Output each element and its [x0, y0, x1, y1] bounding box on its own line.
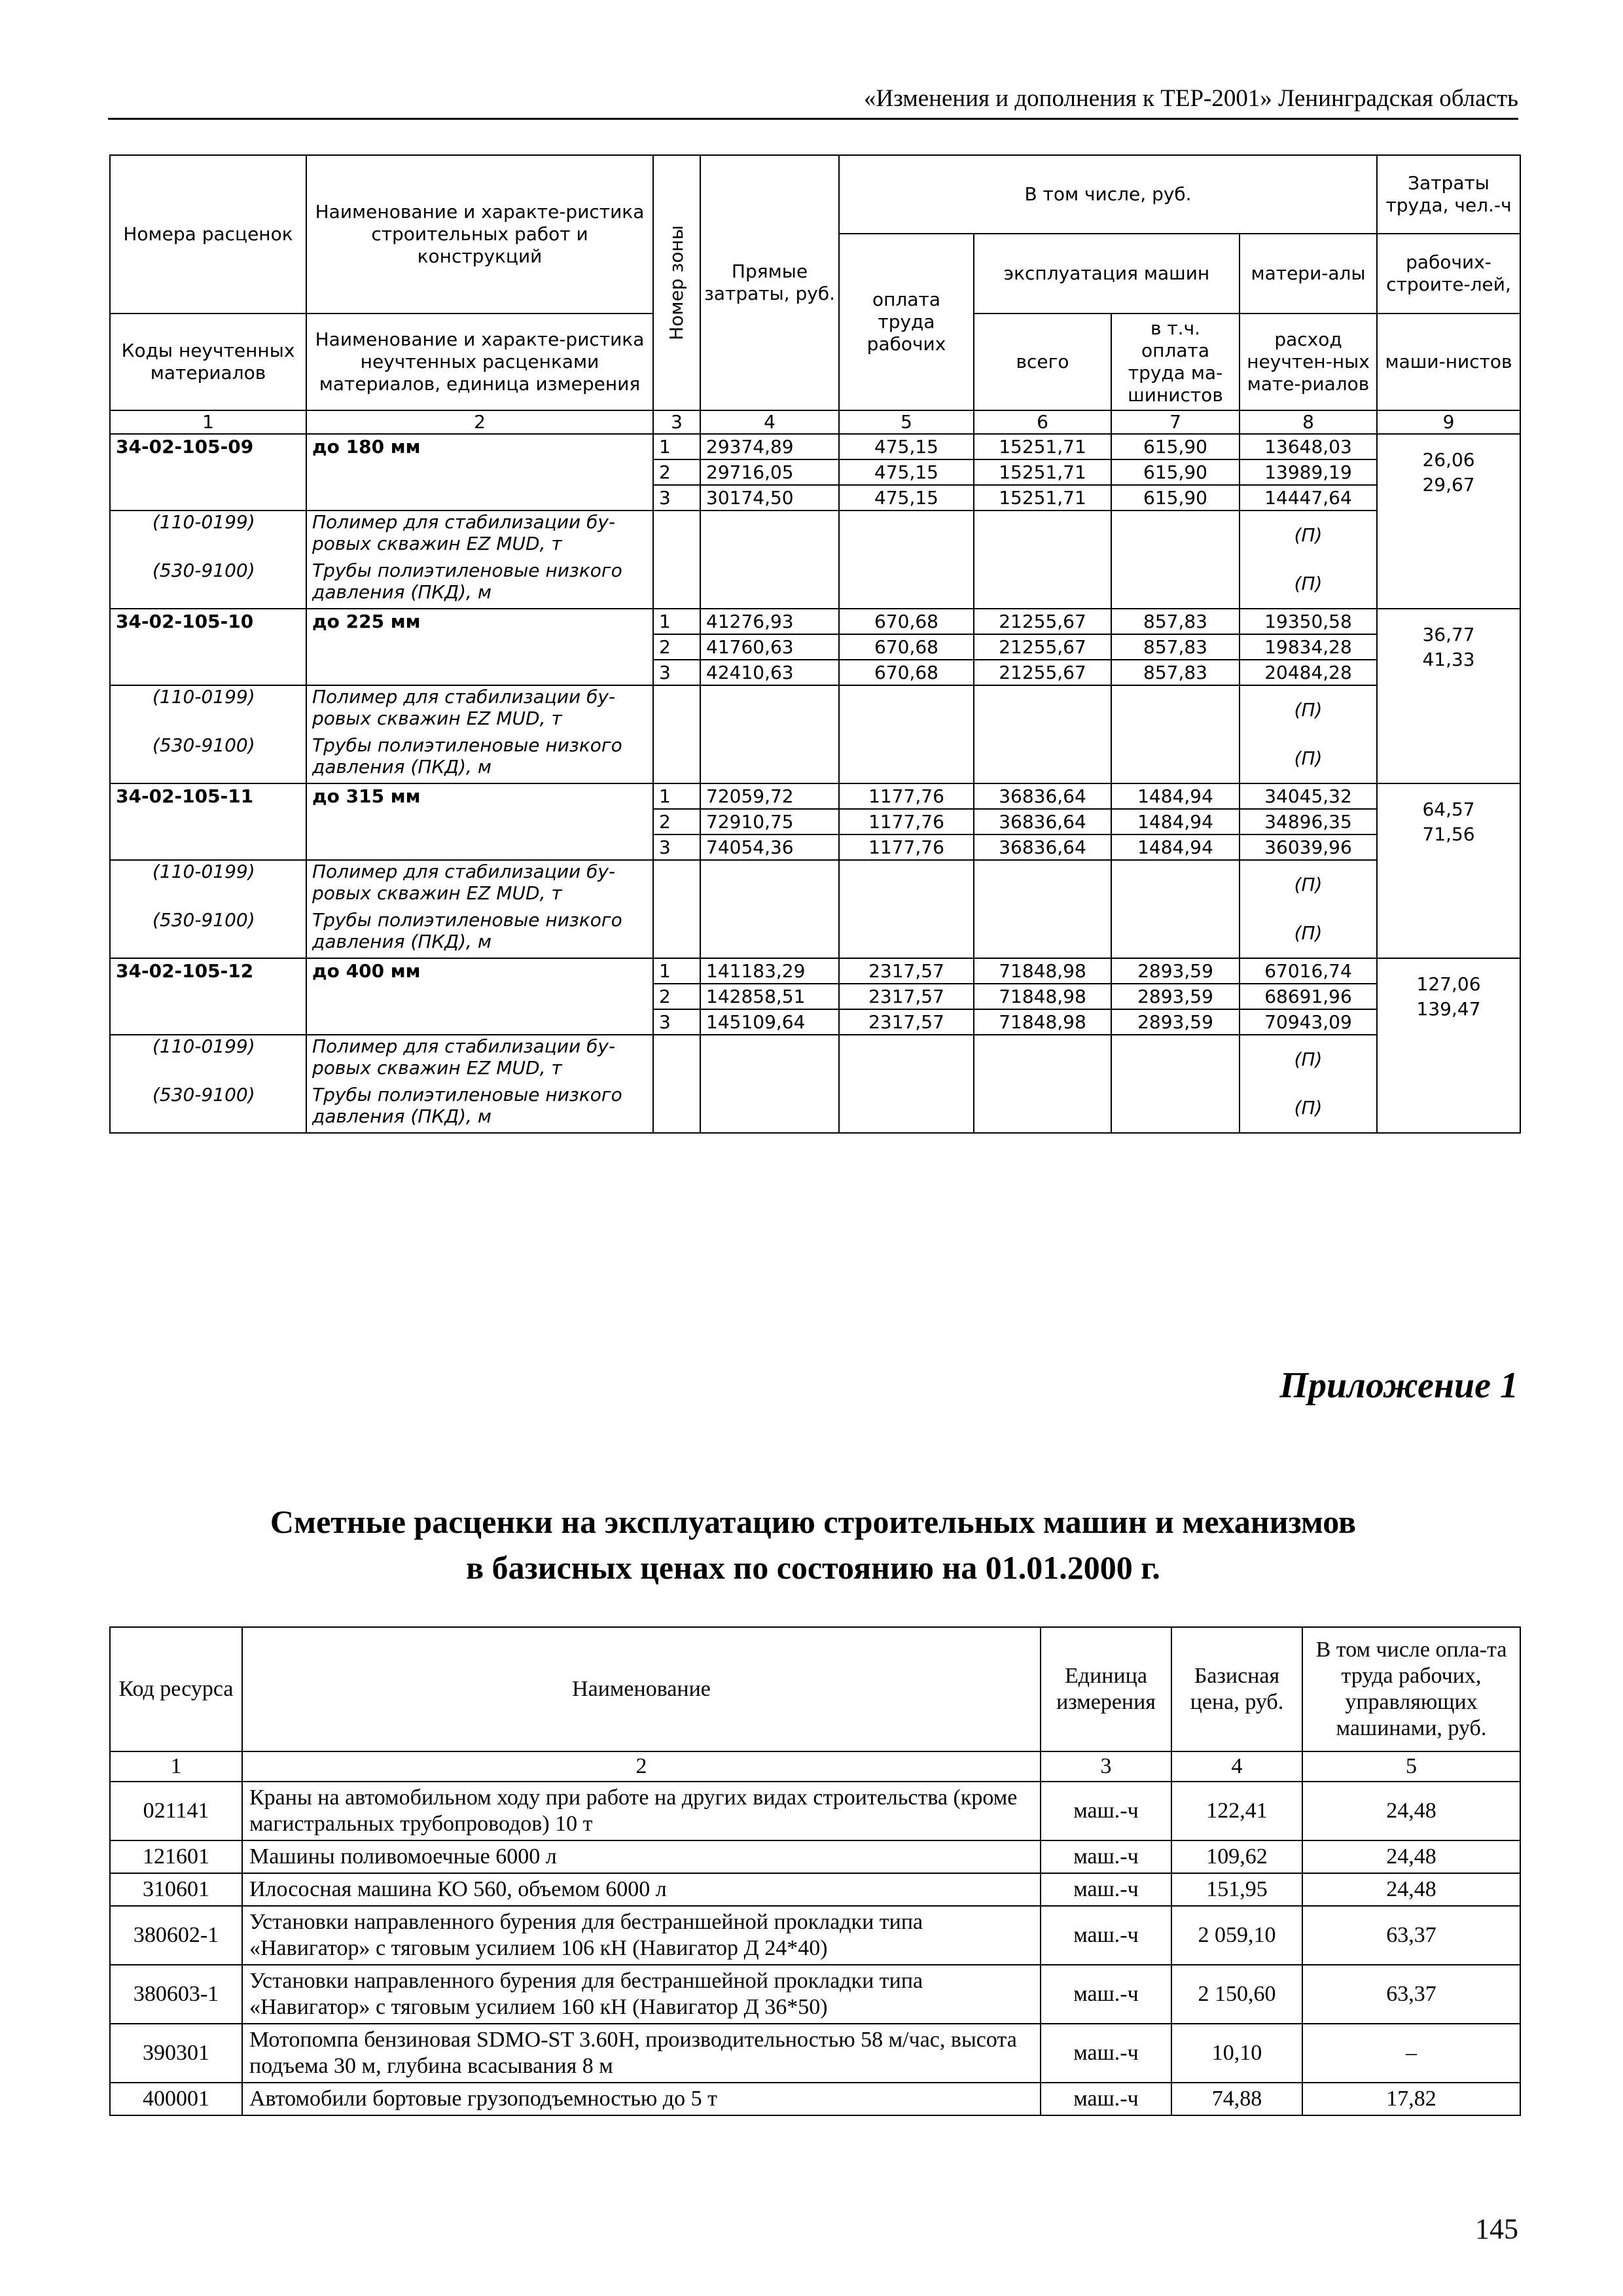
resource-code: 380602-1: [110, 1906, 242, 1965]
machine-labor: 2893,59: [1111, 958, 1240, 984]
machine-labor-empty: [1111, 511, 1240, 609]
header-unit: Единица измерения: [1041, 1627, 1171, 1751]
material-usage: (П): [1294, 1049, 1323, 1070]
machine-labor: 615,90: [1111, 459, 1240, 485]
labor-machinists: 139,47: [1416, 998, 1481, 1020]
unit: маш.-ч: [1041, 1965, 1171, 2024]
column-number: 5: [839, 410, 974, 434]
zone-empty: [653, 511, 700, 609]
base-price: 74,88: [1171, 2083, 1302, 2115]
resource-code: 400001: [110, 2083, 242, 2115]
machine-empty: [974, 1035, 1111, 1133]
machine-total: 15251,71: [974, 485, 1111, 511]
machine-row: [110, 1782, 1520, 1840]
column-numbers-row: [110, 1751, 1520, 1782]
material-usage: (П): [1294, 1097, 1323, 1119]
material-name: Трубы полиэтиленовые низкого давления (ПКД), м: [312, 909, 622, 952]
materials-cost: 36039,96: [1240, 834, 1377, 860]
materials-cost: 34045,32: [1240, 783, 1377, 809]
column-number: 5: [1302, 1751, 1520, 1782]
rates-table: [109, 154, 1521, 1134]
machine-name: Илососная машина КО 560, объемом 6000 л: [242, 1873, 1041, 1906]
material-usage: (П): [1294, 922, 1323, 944]
machine-empty: [974, 511, 1111, 609]
material-name: Трубы полиэтиленовые низкого давления (ПКД), м: [312, 734, 622, 778]
direct-empty: [700, 1035, 839, 1133]
base-price: 151,95: [1171, 1873, 1302, 1906]
labor-workers: 26,06: [1422, 449, 1475, 471]
materials-row: [110, 860, 1520, 958]
header-machine-labor: в т.ч. оплата труда ма-шинистов: [1111, 314, 1240, 410]
direct-costs: 30174,50: [700, 485, 839, 511]
machine-total: 15251,71: [974, 434, 1111, 459]
column-number: 6: [974, 410, 1111, 434]
direct-empty: [700, 685, 839, 783]
direct-costs: 41276,93: [700, 609, 839, 634]
machines-table: [109, 1626, 1521, 2116]
column-number: 3: [1041, 1751, 1171, 1782]
materials-cost: 19834,28: [1240, 634, 1377, 660]
zone-number: 3: [653, 485, 700, 511]
material-name: Полимер для стабилизации бу-ровых скважин EZ MUD, т: [312, 511, 616, 554]
header-zone: Номер зоны: [653, 155, 700, 410]
material-usage-cell: [1240, 511, 1377, 609]
main-title: [108, 1499, 1518, 1590]
machine-total: 71848,98: [974, 958, 1111, 984]
machine-labor: 2893,59: [1111, 1009, 1240, 1035]
zone-number: 3: [653, 834, 700, 860]
labor-machinists: 41,33: [1422, 649, 1475, 670]
machine-name: Автомобили бортовые грузоподъемностью до 5 т: [242, 2083, 1041, 2115]
labor-costs-cell: [1377, 958, 1520, 1133]
material-code: (110-0199): [152, 1035, 255, 1057]
resource-code: 310601: [110, 1873, 242, 1906]
column-number: 1: [110, 1751, 242, 1782]
labor-price: 17,82: [1302, 2083, 1520, 2115]
machine-total: 71848,98: [974, 984, 1111, 1009]
column-number: 4: [700, 410, 839, 434]
direct-costs: 145109,64: [700, 1009, 839, 1035]
header-labor: В том числе опла-та труда рабочих, управляющих машинами, руб.: [1302, 1627, 1520, 1751]
rate-code: 34-02-105-11: [110, 783, 306, 860]
resource-code: 390301: [110, 2024, 242, 2083]
machine-total: 36836,64: [974, 834, 1111, 860]
machine-row: [110, 1840, 1520, 1873]
direct-costs: 142858,51: [700, 984, 839, 1009]
labor-pay: 2317,57: [839, 984, 974, 1009]
appendix-title: Приложение 1: [1279, 1365, 1518, 1406]
rate-name: до 225 мм: [306, 609, 653, 685]
machine-empty: [974, 685, 1111, 783]
material-codes-cell: [110, 685, 306, 783]
material-usage-cell: [1240, 860, 1377, 958]
header-name-works: Наименование и характе-ристика строительных работ и конструкций: [306, 155, 653, 314]
machine-labor: 1484,94: [1111, 783, 1240, 809]
base-price: 2 150,60: [1171, 1965, 1302, 2024]
labor-pay: 670,68: [839, 660, 974, 685]
materials-cost: 20484,28: [1240, 660, 1377, 685]
materials-cost: 14447,64: [1240, 485, 1377, 511]
labor-pay: 2317,57: [839, 958, 974, 984]
material-code: (110-0199): [152, 686, 255, 708]
machine-total: 36836,64: [974, 809, 1111, 834]
unit: маш.-ч: [1041, 1840, 1171, 1873]
labor-workers: 36,77: [1422, 624, 1475, 645]
machine-labor: 857,83: [1111, 609, 1240, 634]
labor-workers: 127,06: [1416, 973, 1481, 995]
column-number: 7: [1111, 410, 1240, 434]
header-labor-pay: оплата труда рабочих: [839, 234, 974, 410]
machine-row: [110, 1873, 1520, 1906]
zone-number: 1: [653, 609, 700, 634]
header-material-codes: Коды неучтенных материалов: [110, 314, 306, 410]
material-usage: (П): [1294, 874, 1323, 895]
labor-machinists: 71,56: [1422, 823, 1475, 845]
labor-empty: [839, 1035, 974, 1133]
rate-name: до 315 мм: [306, 783, 653, 860]
column-number: 8: [1240, 410, 1377, 434]
machine-name: Краны на автомобильном ходу при работе на других видах строительства (кроме магистральных трубопроводов) 10 т: [242, 1782, 1041, 1840]
direct-costs: 41760,63: [700, 634, 839, 660]
unit: маш.-ч: [1041, 2083, 1171, 2115]
machine-labor: 615,90: [1111, 434, 1240, 459]
header-labor-costs: Затраты труда, чел.-ч: [1377, 155, 1520, 234]
direct-costs: 29716,05: [700, 459, 839, 485]
column-number: 2: [242, 1751, 1041, 1782]
header-direct-costs: Прямые затраты, руб.: [700, 155, 839, 410]
materials-cost: 19350,58: [1240, 609, 1377, 634]
materials-row: [110, 1035, 1520, 1133]
header-price: Базисная цена, руб.: [1171, 1627, 1302, 1751]
materials-cost: 13989,19: [1240, 459, 1377, 485]
zone-number: 1: [653, 434, 700, 459]
labor-pay: 475,15: [839, 434, 974, 459]
unit: маш.-ч: [1041, 1873, 1171, 1906]
machine-labor: 1484,94: [1111, 809, 1240, 834]
zone-empty: [653, 860, 700, 958]
machine-name: Установки направленного бурения для бестраншейной прокладки типа «Навигатор» с тяговым усилием 106 кН (Навигатор Д 24*40): [242, 1906, 1041, 1965]
direct-empty: [700, 511, 839, 609]
direct-costs: 72059,72: [700, 783, 839, 809]
rate-row: [110, 609, 1520, 634]
material-name: Полимер для стабилизации бу-ровых скважин EZ MUD, т: [312, 686, 616, 729]
machine-empty: [974, 860, 1111, 958]
rate-name: до 400 мм: [306, 958, 653, 1035]
column-number: 2: [306, 410, 653, 434]
labor-price: 63,37: [1302, 1906, 1520, 1965]
header-materials: матери-алы: [1240, 234, 1377, 314]
header-code: Код ресурса: [110, 1627, 242, 1751]
zone-number: 1: [653, 783, 700, 809]
material-names-cell: [306, 685, 653, 783]
labor-costs-cell: [1377, 434, 1520, 609]
column-numbers-row: [110, 410, 1520, 434]
machine-labor-empty: [1111, 685, 1240, 783]
material-name: Трубы полиэтиленовые низкого давления (ПКД), м: [312, 1084, 622, 1127]
header-including: В том числе, руб.: [839, 155, 1377, 234]
zone-number: 2: [653, 459, 700, 485]
labor-pay: 475,15: [839, 459, 974, 485]
labor-empty: [839, 685, 974, 783]
resource-code: 121601: [110, 1840, 242, 1873]
materials-cost: 13648,03: [1240, 434, 1377, 459]
rate-code: 34-02-105-09: [110, 434, 306, 511]
material-name: Полимер для стабилизации бу-ровых скважин EZ MUD, т: [312, 1035, 616, 1079]
zone-number: 2: [653, 634, 700, 660]
unit: маш.-ч: [1041, 1906, 1171, 1965]
machine-name: Машины поливомоечные 6000 л: [242, 1840, 1041, 1873]
material-code: (530-9100): [152, 734, 255, 756]
material-code: (530-9100): [152, 560, 255, 581]
column-number: 1: [110, 410, 306, 434]
machine-labor: 857,83: [1111, 634, 1240, 660]
header-rate-numbers: Номера расценок: [110, 155, 306, 314]
unit: маш.-ч: [1041, 1782, 1171, 1840]
direct-costs: 72910,75: [700, 809, 839, 834]
machine-labor: 1484,94: [1111, 834, 1240, 860]
labor-price: 24,48: [1302, 1873, 1520, 1906]
rate-row: [110, 958, 1520, 984]
labor-price: 24,48: [1302, 1782, 1520, 1840]
base-price: 10,10: [1171, 2024, 1302, 2083]
column-number: 4: [1171, 1751, 1302, 1782]
material-code: (530-9100): [152, 909, 255, 931]
materials-cost: 34896,35: [1240, 809, 1377, 834]
material-code: (110-0199): [152, 861, 255, 882]
rate-code: 34-02-105-12: [110, 958, 306, 1035]
labor-price: –: [1302, 2024, 1520, 2083]
material-codes-cell: [110, 511, 306, 609]
material-usage-cell: [1240, 1035, 1377, 1133]
main-title-line: Сметные расценки на эксплуатацию строительных машин и механизмов: [270, 1503, 1357, 1540]
zone-number: 2: [653, 984, 700, 1009]
machine-total: 21255,67: [974, 609, 1111, 634]
base-price: 2 059,10: [1171, 1906, 1302, 1965]
machine-row: [110, 2024, 1520, 2083]
labor-pay: 1177,76: [839, 834, 974, 860]
material-usage: (П): [1294, 573, 1323, 594]
zone-number: 3: [653, 1009, 700, 1035]
zone-number: 1: [653, 958, 700, 984]
material-name: Трубы полиэтиленовые низкого давления (ПКД), м: [312, 560, 622, 603]
labor-costs-cell: [1377, 609, 1520, 783]
machine-labor: 857,83: [1111, 660, 1240, 685]
main-title-line: в базисных ценах по состоянию на 01.01.2000 г.: [466, 1549, 1160, 1586]
material-code: (530-9100): [152, 1084, 255, 1105]
materials-row: [110, 511, 1520, 609]
column-number: 3: [653, 410, 700, 434]
machine-labor-empty: [1111, 1035, 1240, 1133]
rate-row: [110, 783, 1520, 809]
rate-code: 34-02-105-10: [110, 609, 306, 685]
machine-total: 21255,67: [974, 634, 1111, 660]
machine-labor: 2893,59: [1111, 984, 1240, 1009]
page-number: 145: [1475, 2213, 1518, 2245]
material-codes-cell: [110, 860, 306, 958]
material-usage-cell: [1240, 685, 1377, 783]
material-usage: (П): [1294, 747, 1323, 769]
material-codes-cell: [110, 1035, 306, 1133]
header-labor-machinists: маши-нистов: [1377, 314, 1520, 410]
machine-name: Установки направленного бурения для бестраншейной прокладки типа «Навигатор» с тяговым усилием 160 кН (Навигатор Д 36*50): [242, 1965, 1041, 2024]
header-materials-usage: расход неучтен-ных мате-риалов: [1240, 314, 1377, 410]
direct-costs: 74054,36: [700, 834, 839, 860]
material-usage: (П): [1294, 699, 1323, 721]
machine-name: Мотопомпа бензиновая SDMO-ST 3.60H, производительностью 58 м/час, высота подъема 30 м, глубина всасывания 8 м: [242, 2024, 1041, 2083]
zone-number: 2: [653, 809, 700, 834]
material-names-cell: [306, 511, 653, 609]
header-name: Наименование: [242, 1627, 1041, 1751]
header-machine-operation: эксплуатация машин: [974, 234, 1240, 314]
labor-empty: [839, 511, 974, 609]
material-usage: (П): [1294, 524, 1323, 546]
direct-costs: 29374,89: [700, 434, 839, 459]
resource-code: 380603-1: [110, 1965, 242, 2024]
machine-row: [110, 1906, 1520, 1965]
header-name-materials: Наименование и характе-ристика неучтенных расценками материалов, единица измерения: [306, 314, 653, 410]
materials-cost: 67016,74: [1240, 958, 1377, 984]
rate-name: до 180 мм: [306, 434, 653, 511]
machine-total: 36836,64: [974, 783, 1111, 809]
unit: маш.-ч: [1041, 2024, 1171, 2083]
labor-price: 63,37: [1302, 1965, 1520, 2024]
labor-empty: [839, 860, 974, 958]
zone-empty: [653, 1035, 700, 1133]
resource-code: 021141: [110, 1782, 242, 1840]
labor-pay: 1177,76: [839, 783, 974, 809]
material-code: (110-0199): [152, 511, 255, 533]
labor-machinists: 29,67: [1422, 474, 1475, 495]
machine-row: [110, 1965, 1520, 2024]
machine-labor-empty: [1111, 860, 1240, 958]
header-machine-total: всего: [974, 314, 1111, 410]
materials-cost: 70943,09: [1240, 1009, 1377, 1035]
labor-pay: 1177,76: [839, 809, 974, 834]
header-labor-workers: рабочих-строите-лей,: [1377, 234, 1520, 314]
labor-costs-cell: [1377, 783, 1520, 958]
material-names-cell: [306, 860, 653, 958]
machine-row: [110, 2083, 1520, 2115]
labor-pay: 2317,57: [839, 1009, 974, 1035]
rate-row: [110, 434, 1520, 459]
labor-pay: 475,15: [839, 485, 974, 511]
materials-row: [110, 685, 1520, 783]
materials-cost: 68691,96: [1240, 984, 1377, 1009]
machine-total: 15251,71: [974, 459, 1111, 485]
direct-costs: 141183,29: [700, 958, 839, 984]
base-price: 109,62: [1171, 1840, 1302, 1873]
base-price: 122,41: [1171, 1782, 1302, 1840]
labor-pay: 670,68: [839, 609, 974, 634]
machine-labor: 615,90: [1111, 485, 1240, 511]
column-number: 9: [1377, 410, 1520, 434]
machine-total: 71848,98: [974, 1009, 1111, 1035]
zone-number: 3: [653, 660, 700, 685]
material-names-cell: [306, 1035, 653, 1133]
labor-pay: 670,68: [839, 634, 974, 660]
running-header: «Изменения и дополнения к ТЕР-2001» Ленинградская область: [108, 85, 1518, 120]
machine-total: 21255,67: [974, 660, 1111, 685]
labor-workers: 64,57: [1422, 798, 1475, 820]
direct-costs: 42410,63: [700, 660, 839, 685]
direct-empty: [700, 860, 839, 958]
labor-price: 24,48: [1302, 1840, 1520, 1873]
material-name: Полимер для стабилизации бу-ровых скважин EZ MUD, т: [312, 861, 616, 904]
zone-empty: [653, 685, 700, 783]
